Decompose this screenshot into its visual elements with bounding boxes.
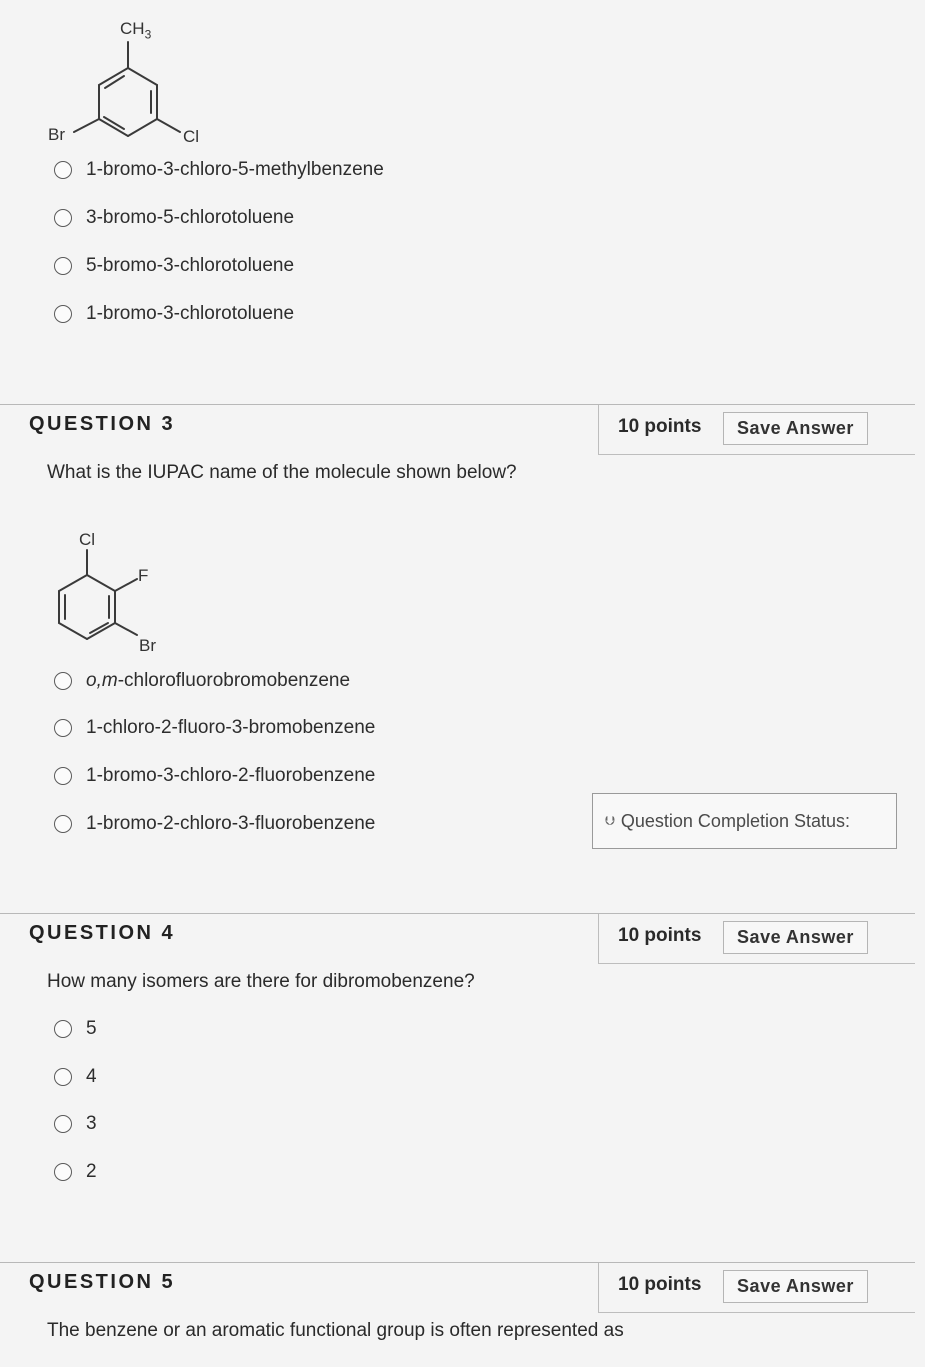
bromo-label: Br <box>139 636 156 655</box>
radio-button[interactable] <box>54 161 72 179</box>
question-completion-status[interactable] <box>592 793 897 849</box>
q2-option-2[interactable] <box>54 205 294 231</box>
points-label: 10 points <box>618 925 702 946</box>
question-2-molecule <box>40 15 220 150</box>
question-4-points-box <box>598 914 915 964</box>
option-label: 5 <box>86 1018 97 1039</box>
option-label: 1-bromo-3-chloro-5-methylbenzene <box>86 159 384 180</box>
radio-button[interactable] <box>54 209 72 227</box>
chevron-double-down-icon: ⮋ <box>605 813 615 828</box>
question-3-text: What is the IUPAC name of the molecule shown below? <box>47 462 517 483</box>
fluoro-label: F <box>138 566 149 585</box>
save-answer-button[interactable]: Save Answer <box>723 921 868 954</box>
q4-option-4[interactable] <box>54 1159 97 1185</box>
radio-button[interactable] <box>54 1163 72 1181</box>
radio-button[interactable] <box>54 1068 72 1086</box>
save-answer-button[interactable]: Save Answer <box>723 1270 868 1303</box>
benzene-structure-q3 <box>40 525 190 665</box>
radio-button[interactable] <box>54 815 72 833</box>
q3-option-4[interactable] <box>54 811 375 837</box>
question-5-title: QUESTION 5 <box>29 1271 176 1293</box>
radio-button[interactable] <box>54 1115 72 1133</box>
points-label: 10 points <box>618 1274 702 1295</box>
option-label: 1-bromo-3-chloro-2-fluorobenzene <box>86 765 376 786</box>
methyl-label: $CH_3$ <box>120 19 152 42</box>
chloro-label: Cl <box>79 530 96 549</box>
option-label: 3-bromo-5-chlorotoluene <box>86 207 295 228</box>
radio-button[interactable] <box>54 257 72 275</box>
q3-option-3[interactable] <box>54 763 375 789</box>
radio-button[interactable] <box>54 1020 72 1038</box>
radio-button[interactable] <box>54 719 72 737</box>
question-5-text: The benzene or an aromatic functional group is often represented as <box>47 1320 624 1341</box>
question-3-title: QUESTION 3 <box>29 413 176 435</box>
q4-option-1[interactable] <box>54 1016 97 1042</box>
option-label: 3 <box>86 1113 97 1134</box>
option-label: 1-chloro-2-fluoro-3-bromobenzene <box>86 717 376 738</box>
q3-option-1[interactable] <box>54 668 350 694</box>
completion-status-label: Question Completion Status: <box>620 810 851 831</box>
option-label: 2 <box>86 1161 97 1182</box>
option-label: o,m-chlorofluorobromobenzene <box>86 670 351 691</box>
question-5-points-box <box>598 1263 915 1313</box>
question-4-title: QUESTION 4 <box>29 922 176 944</box>
radio-button[interactable] <box>54 672 72 690</box>
q2-option-4[interactable] <box>54 301 294 327</box>
radio-button[interactable] <box>54 767 72 785</box>
save-answer-button[interactable]: Save Answer <box>723 412 868 445</box>
q4-option-2[interactable] <box>54 1064 97 1090</box>
question-3-molecule <box>40 525 190 665</box>
bromo-label: Br <box>48 125 65 144</box>
points-label: 10 points <box>618 416 702 437</box>
radio-button[interactable] <box>54 305 72 323</box>
q2-option-3[interactable] <box>54 253 294 279</box>
q4-option-3[interactable] <box>54 1111 97 1137</box>
option-label: 1-bromo-2-chloro-3-fluorobenzene <box>86 813 376 834</box>
q2-option-1[interactable] <box>54 157 384 183</box>
option-label: 1-bromo-3-chlorotoluene <box>86 303 295 324</box>
chloro-label: Cl <box>183 127 200 146</box>
option-label: 4 <box>86 1066 97 1087</box>
question-4-text: How many isomers are there for dibromobenzene? <box>47 971 475 992</box>
question-3-points-box <box>598 405 915 455</box>
q3-option-2[interactable] <box>54 715 375 741</box>
option-label: 5-bromo-3-chlorotoluene <box>86 255 295 276</box>
